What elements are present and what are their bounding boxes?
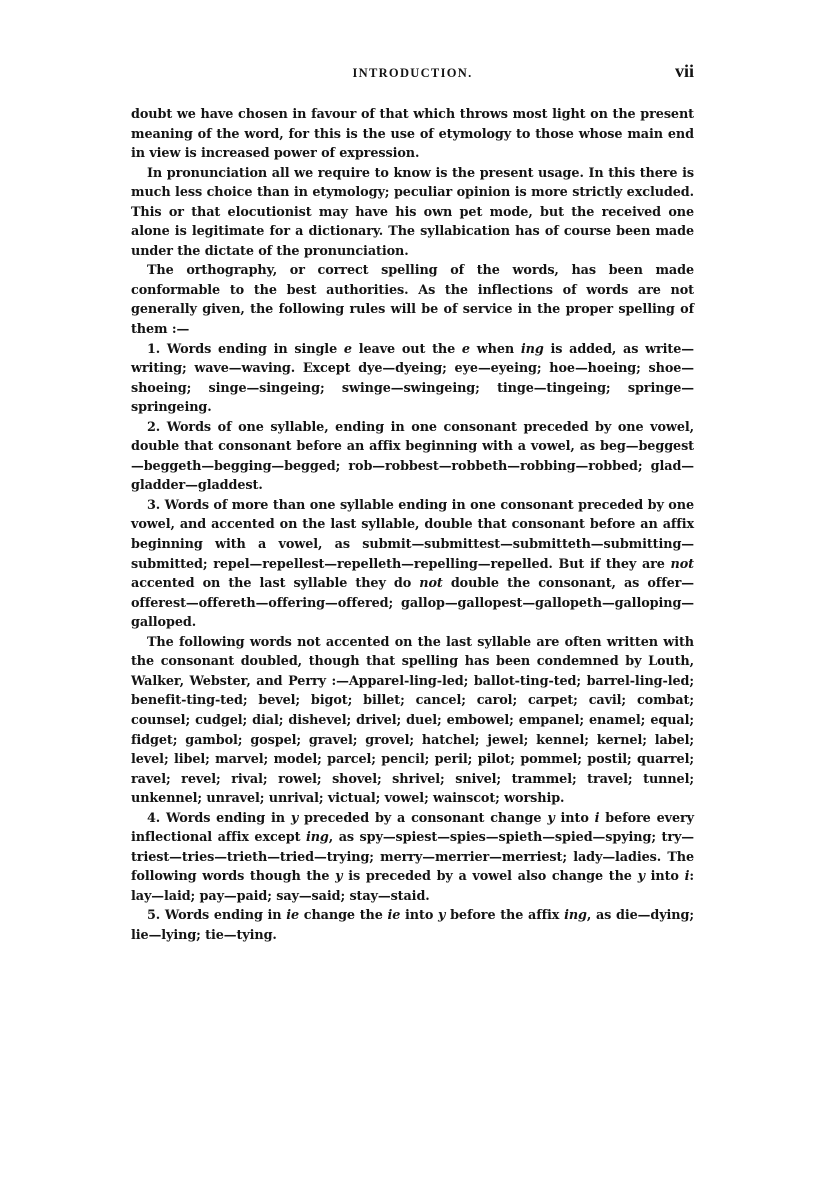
text-run: 1. Words ending in single [147, 341, 344, 357]
text-run: In pronunciation all we require to know is the present usage. In this there is much less choice than in etymology; peculiar opinion is more strictly excluded. This or that elocutionist may have his own pet mode, but the received one alone is legitimate for a dictionary. The syllabication has of course been made under the dictate of the pronunciation. [131, 165, 694, 259]
page-header-title: INTRODUCTION. [352, 66, 473, 80]
italic-term: ing [564, 908, 587, 924]
page-number: vii [674, 61, 694, 81]
text-run: : lay—laid; pay—paid; say—said; stay—staid. [131, 869, 694, 904]
paragraph-rule1 [131, 340, 694, 418]
text-run: The orthography, or correct spelling of the words, has been made conformable to the best authorities. As the inflections of words are not generally given, the following rules will be of service in the proper spelling of them :— [131, 263, 694, 338]
text-run: into [644, 869, 685, 885]
text-run: 4. Words ending in [147, 810, 291, 826]
paragraph-p2 [131, 164, 694, 262]
text-run: into [400, 908, 438, 924]
running-head [131, 58, 694, 88]
book-page [131, 58, 694, 946]
text-run: doubt we have chosen in favour of that which throws most light on the present meaning of the word, for this is the use of etymology to those whose main end in view is increased power of expression. [131, 107, 694, 162]
paragraph-rule5 [131, 906, 694, 945]
italic-term: e [461, 341, 470, 357]
italic-term: ing [520, 341, 544, 357]
italic-term: ie [387, 908, 401, 924]
paragraph-rule3 [131, 496, 694, 633]
text-run: is preceded by a vowel also change the [342, 869, 638, 885]
text-run: , as die—dying; lie—lying; tie—tying. [131, 908, 694, 943]
text-run: leave out the [351, 341, 462, 357]
paragraph-rule4 [131, 809, 694, 907]
text-run: 2. Words of one syllable, ending in one consonant preceded by one vowel, double that consonant before an affix beginning with a vowel, as beg—beggest—beggeth—begging—begged; rob—robbest—robbeth—robbing—robbed; glad—gladder—gladdest. [131, 419, 694, 494]
italic-term: y [637, 869, 645, 885]
body-text [131, 105, 694, 946]
text-run: accented on the last syllable they do [131, 576, 420, 592]
text-run: double the consonant, as offer—offerest—offereth—offering—offered; gallop—gallopest—gallopeth—galloping—galloped. [131, 576, 694, 631]
italic-term: not [670, 556, 694, 572]
italic-term: not [419, 576, 443, 592]
text-run: change the [299, 908, 388, 924]
text-run: The following words not accented on the last syllable are often written with the consonant doubled, though that spelling has been condemned by Louth, Walker, Webster, and Perry :—Apparel-ling-led; ballot-ting-ted; barrel-ling-led; benefit-ting-ted; bevel; bigot; billet; cancel; carol; carpet; cavil; combat; counsel; cudgel; dial; dishevel; drivel; duel; embowel; empanel; enamel; equal; fidget; gambol; gospel; gravel; grovel; hatchel; jewel; kennel; kernel; label; level; libel; marvel; model; parcel; pencil; peril; pilot; pommel; postil; quarrel; ravel; revel; rival; rowel; shovel; shrivel; snivel; trammel; travel; tunnel; unkennel; unravel; unrival; victual; vowel; wainscot; worship. [131, 634, 694, 807]
text-run: before the affix [445, 908, 565, 924]
text-run: before every inflectional affix except [131, 810, 694, 846]
italic-term: y [335, 869, 343, 885]
text-run: is added, as write—writing; wave—waving. Except dye—dyeing; eye—eyeing; hoe—hoeing; shoe—shoeing; singe—singeing; swinge—swingeing; tinge—tingeing; springe—springeing. [131, 341, 694, 416]
paragraph-p-following [131, 633, 694, 809]
italic-term: e [343, 341, 352, 357]
italic-term: ing [305, 830, 329, 846]
italic-term: y [290, 810, 299, 826]
text-run: 5. Words ending in [147, 908, 287, 924]
italic-term: y [438, 908, 446, 924]
italic-term: i [594, 810, 600, 826]
italic-term: i [684, 869, 690, 885]
italic-term: ie [286, 908, 300, 924]
paragraph-p1 [131, 105, 694, 164]
text-run: preceded by a consonant change [298, 810, 548, 826]
text-run: 3. Words of more than one syllable ending in one consonant preceded by one vowel, and accented on the last syllable, double that consonant before an affix beginning with a vowel, as submit—submittest—submitteth—submitting—submitted; repel—repellest—repelleth—repelling—repelled. But if they are [131, 497, 694, 572]
paragraph-rule2 [131, 418, 694, 496]
text-run: into [554, 810, 595, 826]
text-run: when [469, 341, 521, 357]
text-run: , as spy—spiest—spies—spieth—spied—spying; try—triest—tries—trieth—tried—trying; merry—merrier—merriest; lady—ladies. The following words though the [131, 830, 695, 885]
italic-term: y [547, 810, 555, 826]
paragraph-p3 [131, 261, 694, 339]
